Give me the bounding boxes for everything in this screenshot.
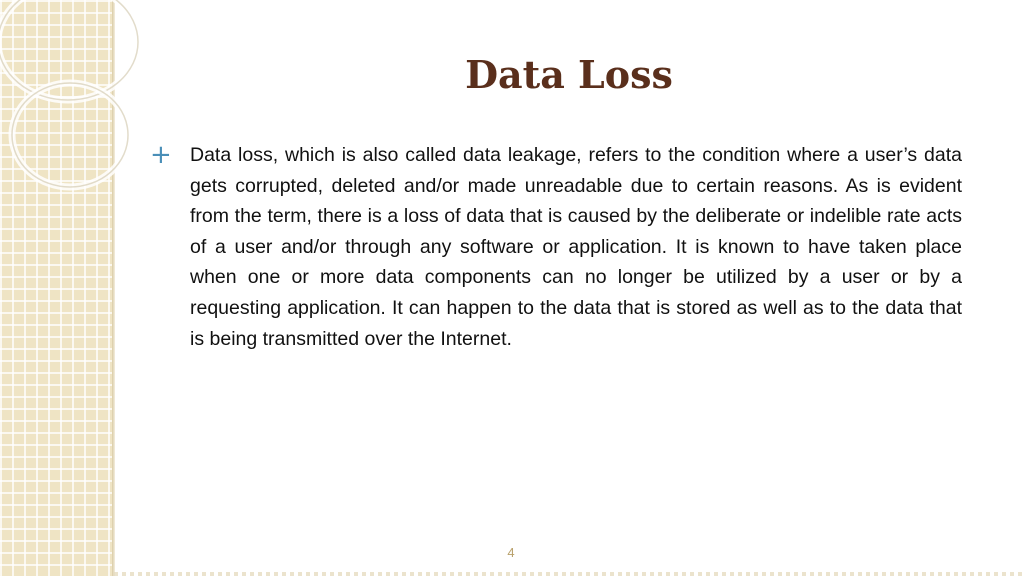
page-number: 4 [507, 545, 515, 560]
decorative-rings [0, 0, 200, 260]
bottom-decorative-strip [114, 572, 1024, 576]
slide-title: Data Loss [465, 52, 673, 97]
bullet-text: Data loss, which is also called data leakage, refers to the condition where a user’s data gets corrupted, deleted and/or made unreadable due to certain reasons. As is evident from the term, there is a loss of data that is caused by the deliberate or indelible rate acts of a user and/or through any software or application. It is known to have taken place when one or more data components can no longer be utilized by a user or by a requesting application. It can happen to the data that is stored as well as to the data that is being transmitted over the Internet. [190, 144, 962, 350]
plus-bullet-icon: + [150, 140, 172, 170]
